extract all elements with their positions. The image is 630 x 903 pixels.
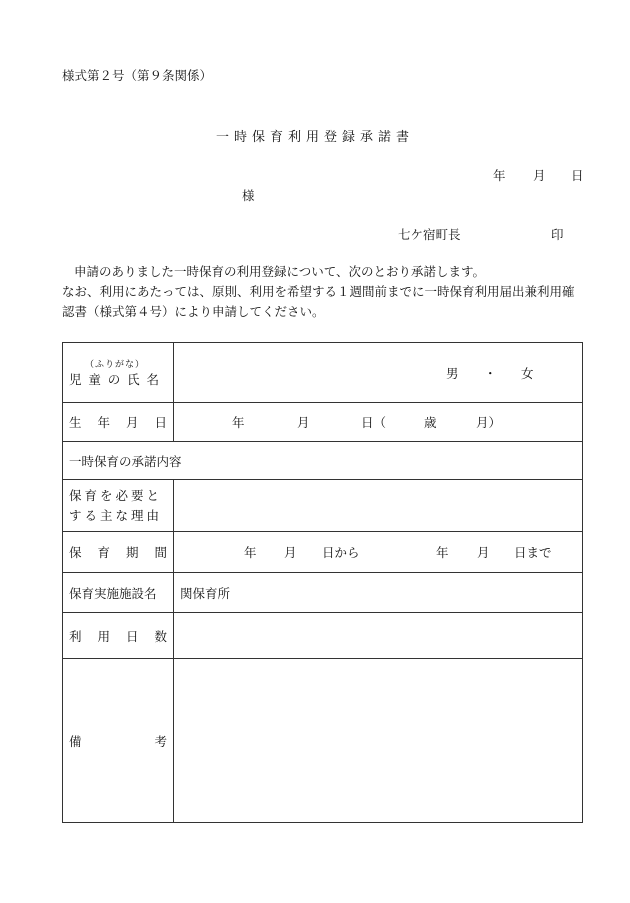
dob-age-month: 月） bbox=[476, 415, 502, 430]
remarks-label-cell bbox=[63, 659, 174, 823]
approval-section-label: 一時保育の承諾内容 bbox=[63, 442, 583, 480]
row-dob bbox=[63, 403, 583, 442]
dob-day: 日（ bbox=[361, 415, 387, 430]
period-value bbox=[174, 532, 583, 573]
remarks-label-char-1: 備 bbox=[69, 733, 82, 749]
dob-month: 月 bbox=[297, 415, 310, 430]
gender-female: 女 bbox=[521, 365, 534, 381]
facility-label: 保育実施施設名 bbox=[63, 573, 174, 613]
child-name-value bbox=[174, 343, 583, 403]
row-facility bbox=[63, 573, 583, 613]
row-remarks bbox=[63, 659, 583, 823]
date-day: 日 bbox=[571, 168, 584, 183]
row-child-name bbox=[63, 343, 583, 403]
date-year: 年 bbox=[493, 168, 506, 183]
days-value bbox=[174, 613, 583, 659]
reason-label-line-1: 保育を必要と bbox=[69, 487, 163, 503]
remarks-label-char-2: 考 bbox=[154, 733, 167, 749]
addressee-suffix: 様 bbox=[242, 188, 255, 203]
furigana-label: （ふりがな） bbox=[84, 360, 145, 370]
dob-label: 生年月日 bbox=[63, 403, 174, 442]
seal-mark: 印 bbox=[551, 227, 564, 242]
approval-form-table bbox=[62, 342, 583, 823]
dob-age: 歳 bbox=[424, 415, 437, 430]
dob-year: 年 bbox=[232, 415, 245, 430]
reason-label-line-2: する主な理由 bbox=[69, 507, 163, 523]
period-from-day: 日から bbox=[322, 545, 360, 560]
row-reason bbox=[63, 480, 583, 532]
period-to-day: 日まで bbox=[514, 545, 552, 560]
period-to-year: 年 bbox=[436, 545, 449, 560]
document-title: 一時保育利用登録承諾書 bbox=[215, 130, 414, 145]
reason-value bbox=[174, 480, 583, 532]
remarks-value bbox=[174, 659, 583, 823]
row-period bbox=[63, 532, 583, 573]
facility-value: 関保育所 bbox=[174, 573, 583, 613]
dob-value bbox=[174, 403, 583, 442]
period-from-year: 年 bbox=[244, 545, 257, 560]
body-line-1: 申請のありました一時保育の利用登録について、次のとおり承諾します。 bbox=[74, 264, 486, 279]
child-name-label: 児童の氏名 bbox=[69, 372, 161, 387]
date-month: 月 bbox=[533, 168, 546, 183]
row-days bbox=[63, 613, 583, 659]
reason-label-cell bbox=[63, 480, 174, 532]
gender-male: 男 bbox=[446, 365, 459, 381]
form-number: 様式第２号（第９条関係） bbox=[62, 68, 213, 83]
period-from-month: 月 bbox=[284, 545, 297, 560]
period-label: 保育期間 bbox=[63, 532, 174, 573]
body-text bbox=[62, 262, 584, 322]
days-label: 利用日数 bbox=[63, 613, 174, 659]
issuer-name: 七ケ宿町長 bbox=[398, 227, 461, 242]
period-to-month: 月 bbox=[477, 545, 490, 560]
row-approval-section bbox=[63, 442, 583, 480]
body-line-2: なお、利用にあたっては、原則、利用を希望する１週間前までに一時保育利用届出兼利用確認書（様式第４号）により申請してください。 bbox=[62, 284, 575, 319]
gender-separator: ・ bbox=[484, 365, 497, 381]
child-name-label-cell bbox=[63, 343, 174, 403]
